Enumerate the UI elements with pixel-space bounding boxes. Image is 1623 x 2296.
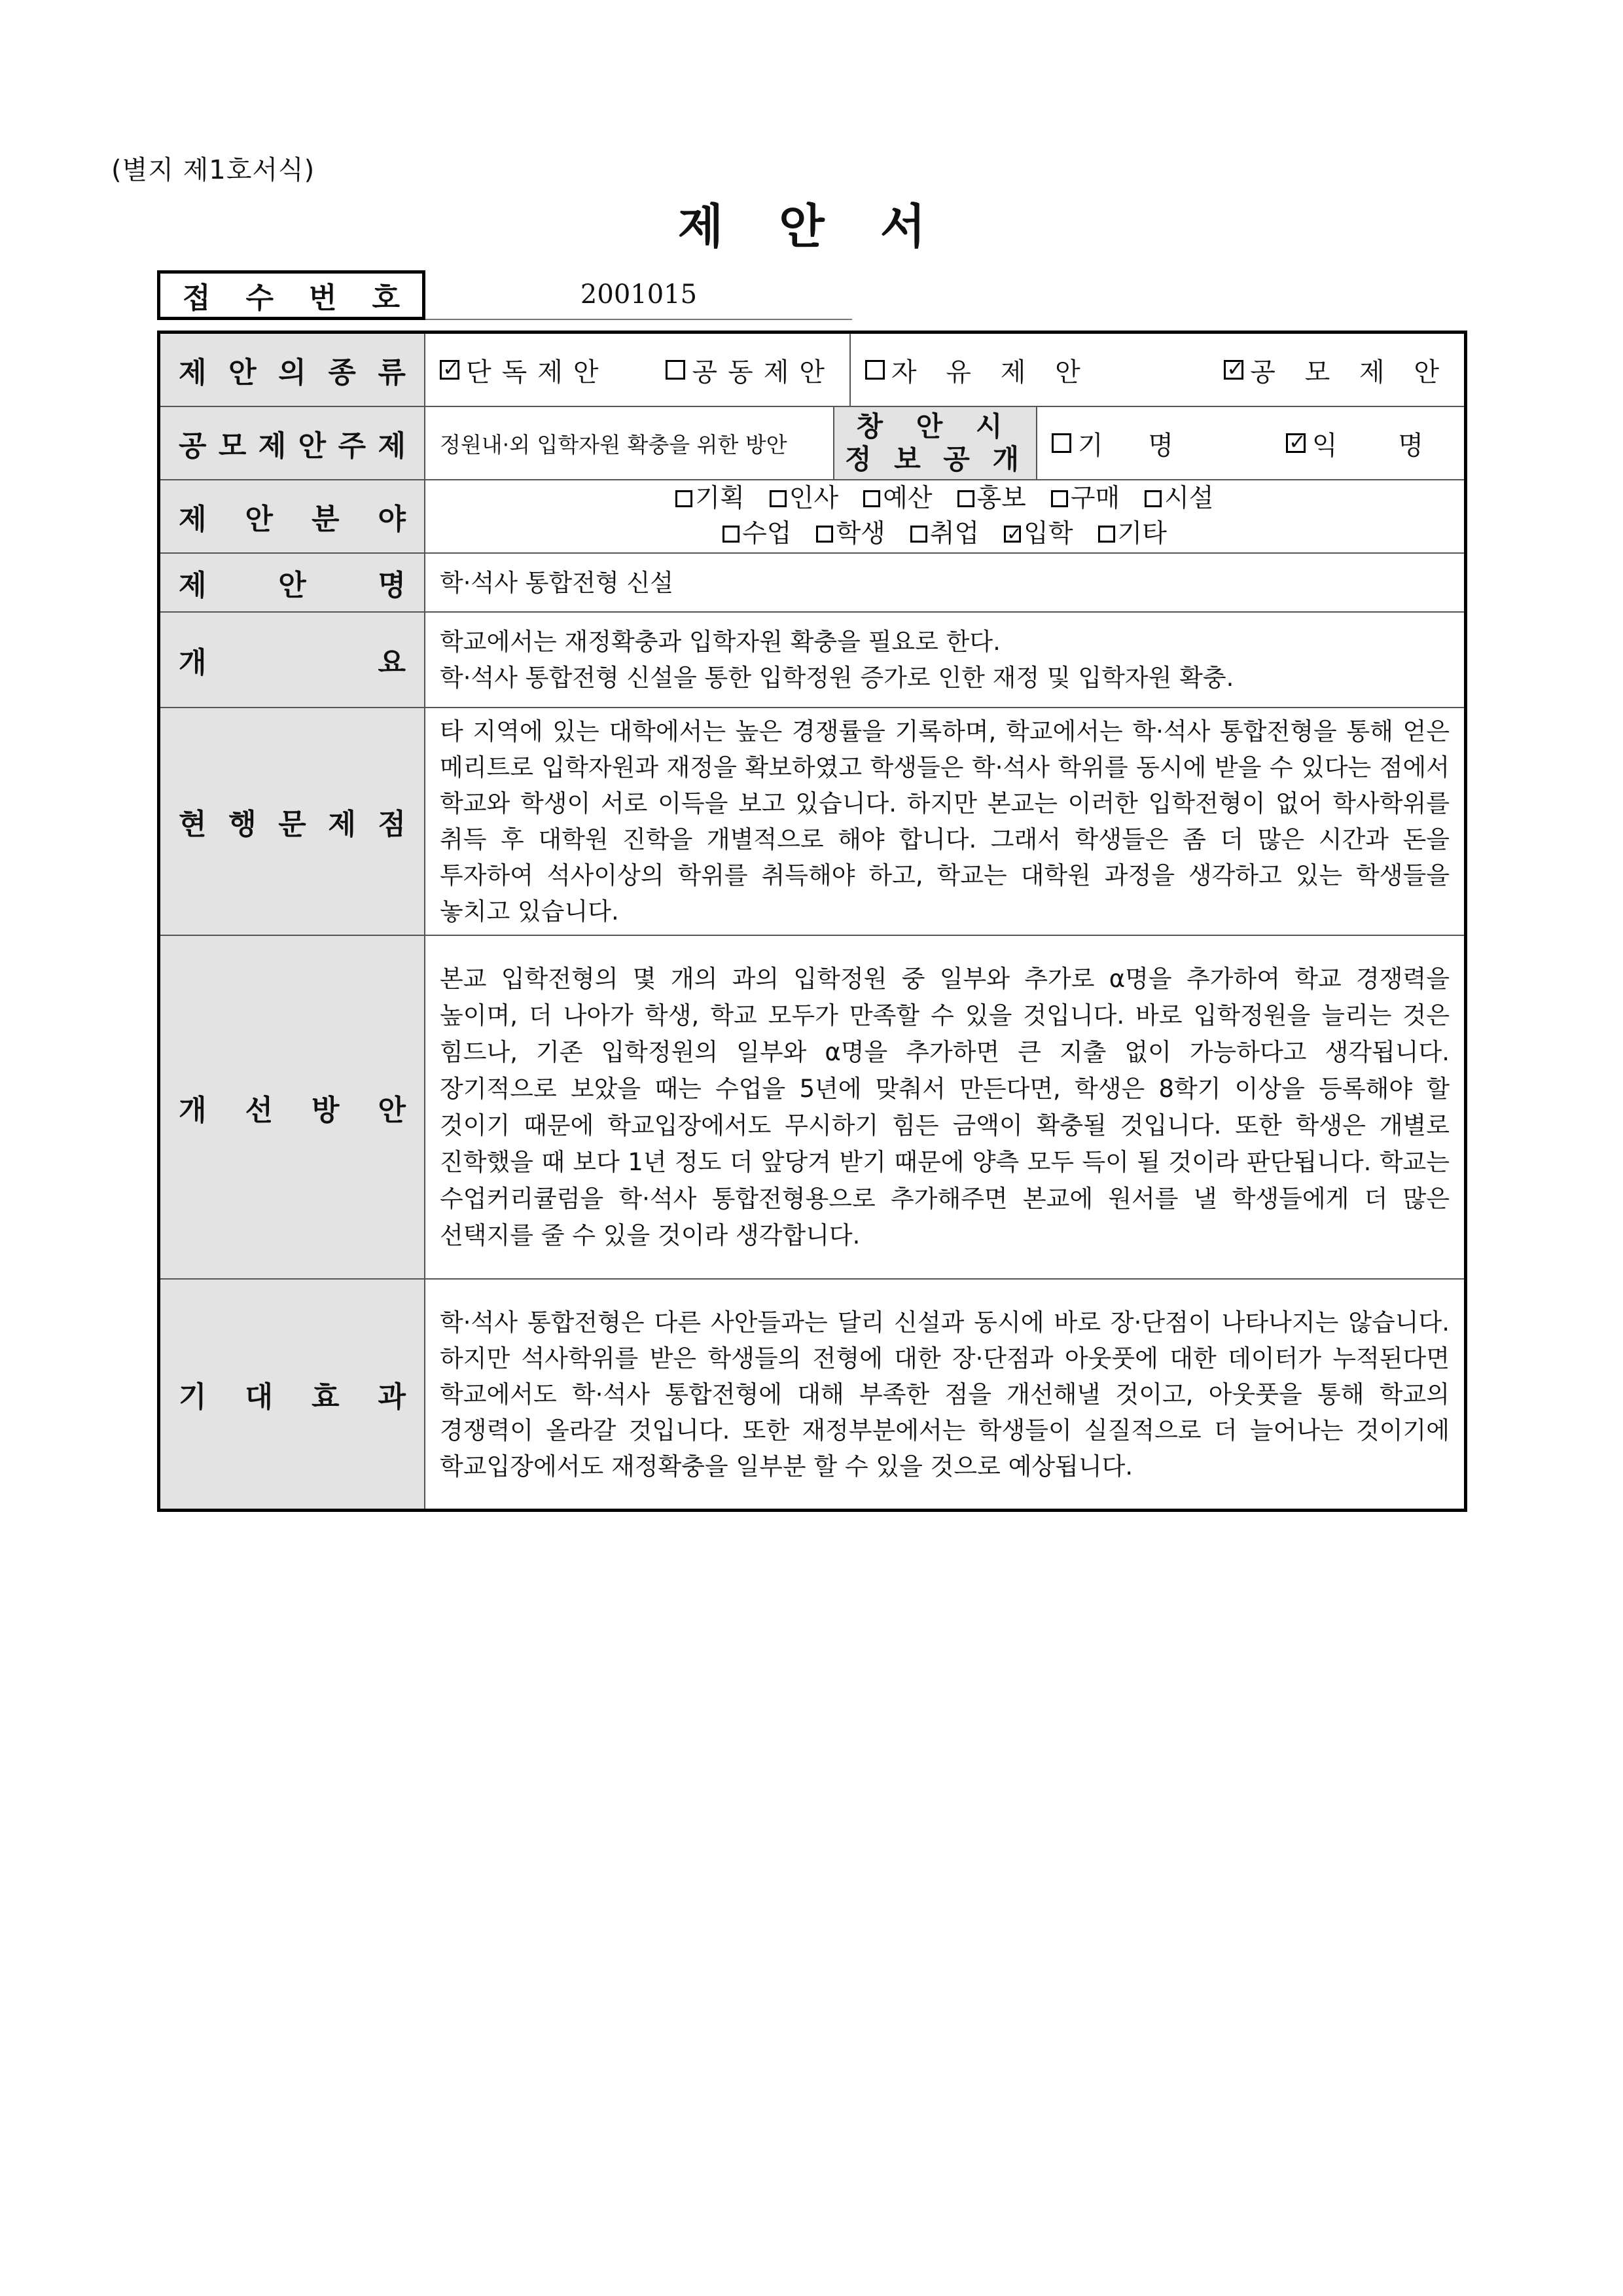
checkbox-named[interactable] bbox=[1052, 433, 1071, 453]
field-option-purchase[interactable] bbox=[1051, 481, 1120, 516]
label-char: 현 bbox=[179, 808, 207, 841]
checkbox-facility[interactable] bbox=[1145, 490, 1162, 507]
label-char: 호 bbox=[372, 281, 400, 315]
contest-topic-cell bbox=[425, 407, 1464, 479]
label-char: 접 bbox=[183, 281, 211, 315]
label-proposal-name bbox=[160, 554, 425, 611]
field-options-line-1 bbox=[675, 481, 1213, 516]
label-char: 수 bbox=[245, 281, 274, 315]
field-option-other[interactable] bbox=[1098, 516, 1167, 552]
label-char: 제 bbox=[179, 503, 207, 536]
proposal-type-cell bbox=[425, 334, 1464, 406]
field-option-planning[interactable] bbox=[675, 481, 744, 516]
checkbox-pr[interactable] bbox=[957, 490, 974, 507]
option-label: 취업 bbox=[929, 519, 980, 548]
field-options-line-2 bbox=[722, 516, 1167, 552]
checkbox-student[interactable] bbox=[816, 526, 833, 543]
label-char: 안 bbox=[298, 429, 327, 463]
option-label: 수업 bbox=[742, 519, 792, 548]
receipt-number-label bbox=[157, 270, 425, 320]
row-proposal-field bbox=[160, 480, 1464, 554]
label-char: 기 bbox=[179, 1380, 207, 1414]
option-label: 인사 bbox=[789, 484, 839, 513]
field-option-class[interactable] bbox=[722, 516, 791, 552]
label-char: 행 bbox=[228, 808, 257, 841]
label-current-problems bbox=[160, 708, 425, 935]
label-char: 종 bbox=[328, 356, 356, 389]
label-char: 야 bbox=[378, 503, 406, 536]
field-option-admission[interactable] bbox=[1004, 516, 1073, 552]
label-char: 명 bbox=[378, 569, 406, 602]
row-expected-effects bbox=[160, 1280, 1464, 1509]
label-char: 방 bbox=[311, 1093, 340, 1127]
option-label: 자 유 제 안 bbox=[891, 357, 1091, 387]
checkbox-free[interactable] bbox=[865, 360, 885, 380]
label-contest-topic bbox=[160, 407, 425, 479]
checkbox-planning[interactable] bbox=[675, 490, 692, 507]
checkbox-admission[interactable] bbox=[1004, 526, 1021, 543]
label-char: 개 bbox=[179, 646, 207, 679]
option-named[interactable] bbox=[1052, 425, 1192, 462]
option-joint[interactable] bbox=[666, 351, 835, 389]
field-option-pr[interactable] bbox=[957, 481, 1026, 516]
label-char: 주 bbox=[338, 429, 366, 463]
option-label: 홍보 bbox=[976, 484, 1026, 513]
label-summary bbox=[160, 613, 425, 707]
label-char: 효 bbox=[311, 1380, 340, 1414]
row-contest-topic bbox=[160, 407, 1464, 480]
option-contest[interactable] bbox=[1224, 351, 1450, 389]
label-char: 모 bbox=[218, 429, 247, 463]
label-char: 대 bbox=[245, 1380, 273, 1414]
checkbox-anonymous[interactable] bbox=[1286, 433, 1306, 453]
row-improvement-plan bbox=[160, 936, 1464, 1280]
label-char: 류 bbox=[378, 356, 406, 389]
checkbox-other[interactable] bbox=[1098, 526, 1115, 543]
option-label: 공 모 제 안 bbox=[1250, 357, 1450, 387]
row-current-problems bbox=[160, 708, 1464, 936]
label-char: 과 bbox=[378, 1380, 406, 1414]
disclosure-label-line: 정 보 공 개 bbox=[844, 443, 1026, 475]
field-option-hr[interactable] bbox=[770, 481, 838, 516]
option-free[interactable] bbox=[865, 351, 1091, 389]
checkbox-budget[interactable] bbox=[863, 490, 880, 507]
proposal-field-cell bbox=[425, 480, 1464, 552]
label-char: 제 bbox=[258, 429, 287, 463]
option-label: 구매 bbox=[1070, 484, 1120, 513]
label-char: 안 bbox=[228, 356, 257, 389]
label-char: 안 bbox=[245, 503, 273, 536]
checkbox-hr[interactable] bbox=[770, 490, 787, 507]
improvement-plan-value: 본교 입학전형의 몇 개의 과의 입학정원 중 일부와 추가로 α명을 추가하여 학교 경쟁력을 높이며, 더 나아가 학생, 학교 모두가 만족할 수 있을 것입니다. 바로 입학정원을 늘리는 것은 힘드나, 기존 입학정원의 일부와 α명을 추가하면 큰 지출 없이 가능하다고 생각됩니다. 장기적으로 보았을 때는 수업을 5년에 맞춰서 만든다면, 학생은 8학기 이상을 등록해야 할 것이기 때문에 학교입장에서도 무시하기 힘든 금액이 확충될 것입니다. 또한 학생은 개별로 진학했을 때 보다 1년 정도 더 앞당겨 받기 때문에 양측 모두 득이 될 것이라 판단됩니다. 학교는 수업커리큘럼을 학·석사 통합전형용으로 추가해주면 본교에 원서를 낼 학생들에게 더 많은 선택지를 줄 수 있을 것이라 생각합니다. bbox=[440, 964, 1450, 1249]
label-improvement-plan bbox=[160, 936, 425, 1278]
row-summary bbox=[160, 613, 1464, 708]
option-label: 학생 bbox=[836, 519, 885, 548]
field-option-employment[interactable] bbox=[910, 516, 979, 552]
option-anonymous[interactable] bbox=[1286, 425, 1450, 462]
label-char: 제 bbox=[378, 429, 406, 463]
document-title: 제 안 서 bbox=[677, 198, 946, 254]
checkbox-solo[interactable] bbox=[440, 360, 459, 380]
disclosure-label bbox=[834, 407, 1037, 479]
label-char: 의 bbox=[278, 356, 306, 389]
proposal-name-value: 학·석사 통합전형 신설 bbox=[440, 568, 673, 597]
checkbox-contest[interactable] bbox=[1224, 360, 1243, 380]
current-problems-value: 타 지역에 있는 대학에서는 높은 경쟁률을 기록하며, 학교에서는 학·석사 통합전형을 통해 얻은 메리트로 입학자원과 재정을 확보하였고 학생들은 학·석사 학위를 동시에 받을 수 있다는 점에서 학교와 학생이 서로 이득을 보고 있습니다. 하지만 본교는 이러한 입학전형이 없어 학사학위를 취득 후 대학원 진학을 개별적으로 해야 합니다. 그래서 학생들은 좀 더 많은 시간과 돈을 투자하여 석사이상의 학위를 취득해야 하고, 학교는 대학원 과정을 생각하고 있는 학생들을 놓치고 있습니다. bbox=[440, 717, 1450, 925]
form-note: (별지 제1호서식) bbox=[111, 155, 315, 185]
disclosure-label-line: 창 안 시 bbox=[856, 410, 1014, 442]
option-label: 단독제안 bbox=[466, 357, 609, 387]
option-label: 공동제안 bbox=[692, 357, 835, 387]
row-proposal-type bbox=[160, 334, 1464, 407]
label-char: 문 bbox=[278, 808, 306, 841]
label-char: 개 bbox=[179, 1093, 207, 1127]
label-char: 안 bbox=[278, 569, 306, 602]
row-proposal-name bbox=[160, 554, 1464, 613]
summary-value: 학교에서는 재정확충과 입학자원 확충을 필요로 한다. 학·석사 통합전형 신설을 통한 입학정원 증가로 인한 재정 및 입학자원 확충. bbox=[440, 628, 1234, 692]
checkbox-class[interactable] bbox=[722, 526, 740, 543]
proposal-table bbox=[157, 331, 1467, 1512]
option-label: 예산 bbox=[883, 484, 933, 513]
label-char: 점 bbox=[378, 808, 406, 841]
option-label: 기타 bbox=[1117, 519, 1167, 548]
label-char: 요 bbox=[378, 646, 406, 679]
label-char: 제 bbox=[328, 808, 356, 841]
label-expected-effects bbox=[160, 1280, 425, 1509]
checkbox-employment[interactable] bbox=[910, 526, 927, 543]
label-char: 공 bbox=[179, 429, 207, 463]
option-label: 입학 bbox=[1024, 519, 1073, 548]
field-option-student[interactable] bbox=[816, 516, 885, 552]
option-label: 익 명 bbox=[1312, 430, 1450, 461]
label-proposal-field bbox=[160, 480, 425, 552]
option-label: 기 명 bbox=[1078, 430, 1192, 461]
option-label: 기획 bbox=[695, 484, 745, 513]
field-option-budget[interactable] bbox=[863, 481, 932, 516]
label-char: 분 bbox=[311, 503, 340, 536]
checkbox-purchase[interactable] bbox=[1051, 490, 1068, 507]
field-option-facility[interactable] bbox=[1145, 481, 1213, 516]
label-proposal-type bbox=[160, 334, 425, 406]
expected-effects-value: 학·석사 통합전형은 다른 사안들과는 달리 신설과 동시에 바로 장·단점이 나타나지는 않습니다. 하지만 석사학위를 받은 학생들의 전형에 대한 장·단점과 아웃풋에 대한 데이터가 누적된다면 학교에서도 학·석사 통합전형에 대해 부족한 점을 개선해낼 것이고, 아웃풋을 통해 학교의 경쟁력이 올라갈 것입니다. 또한 재정부분에서는 학생들이 실질적으로 더 늘어나는 것이기에 학교입장에서도 재정확충을 일부분 할 수 있을 것으로 예상됩니다. bbox=[440, 1308, 1450, 1480]
label-char: 번 bbox=[308, 281, 337, 315]
label-char: 선 bbox=[245, 1093, 273, 1127]
option-solo[interactable] bbox=[440, 351, 609, 389]
checkbox-joint[interactable] bbox=[666, 360, 685, 380]
option-label: 시설 bbox=[1164, 484, 1214, 513]
label-char: 제 bbox=[179, 569, 207, 602]
label-char: 제 bbox=[179, 356, 207, 389]
label-char: 안 bbox=[378, 1093, 406, 1127]
contest-topic-value: 정원내·외 입학자원 확충을 위한 방안 bbox=[425, 407, 834, 479]
receipt-number-value: 2001015 bbox=[425, 270, 852, 320]
